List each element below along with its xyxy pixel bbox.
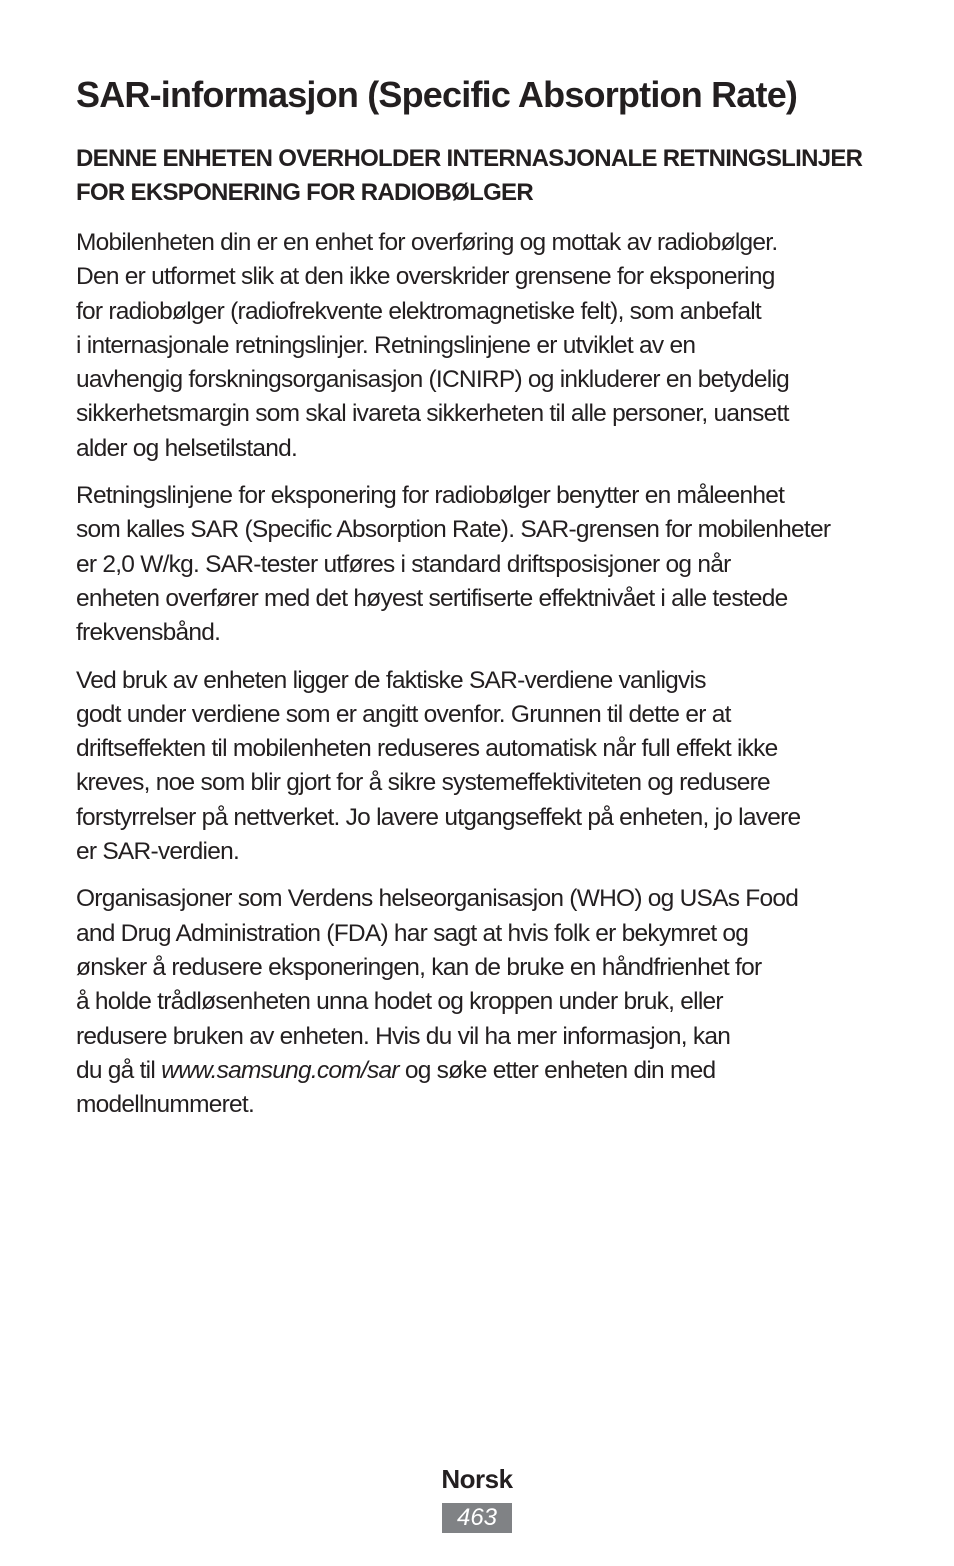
- page-number-badge: 463: [442, 1503, 512, 1533]
- page-footer: [0, 1463, 954, 1533]
- paragraph-1: Mobilenheten din er en enhet for overføring og mottak av radiobølger. Den er utformet slik at den ikke overskrider grensene for eksponering for radiobølger (radiofrekvente elektromagnetiske felt), som anbefalt i internasjonale retningslinjer. Retningslinjene er utviklet av en uavhengig forskningsorganisasjon (ICNIRP) og inkluderer en betydelig sikkerhetsmargin som skal ivareta sikkerheten til alle personer, uansett alder og helsetilstand.: [76, 229, 790, 462]
- paragraph-4-text-before-link: Organisasjoner som Verdens helseorganisasjon (WHO) og USAs Food and Drug Administration (FDA) har sagt at hvis folk er bekymret og ønsker å redusere eksponeringen, kan de bruke en håndfrienhet for å holde trådløsenheten unna hodet og kroppen under bruk, eller redusere bruken av enheten. Hvis du vil ha mer informasjon, kan du gå til: [76, 885, 799, 1084]
- page-title: SAR-informasjon (Specific Absorption Rate): [76, 74, 798, 115]
- samsung-sar-link[interactable]: www.samsung.com/sar: [161, 1056, 399, 1084]
- footer-language-label: Norsk: [441, 1464, 513, 1494]
- paragraph-2: Retningslinjene for eksponering for radiobølger benytter en måleenhet som kalles SAR (Specific Absorption Rate). SAR-grensen for mobilenheter er 2,0 W/kg. SAR-tester utføres i standard driftsposisjoner og når enheten overfører med det høyest sertifiserte effektnivået i alle testede frekvensbånd.: [76, 482, 831, 647]
- paragraph-3: Ved bruk av enheten ligger de faktiske SAR-verdiene vanligvis godt under verdiene som er angitt ovenfor. Grunnen til dette er at driftseffekten til mobilenheten reduseres automatisk når full effekt ikke kreves, noe som blir gjort for å sikre systemeffektiviteten og redusere forstyrrelser på nettverket. Jo lavere utgangseffekt på enheten, jo lavere er SAR-verdien.: [76, 666, 801, 866]
- document-page: [76, 72, 886, 1122]
- paragraph-4: [76, 882, 886, 1122]
- section-heading: DENNE ENHETEN OVERHOLDER INTERNASJONALE RETNINGSLINJER FOR EKSPONERING FOR RADIOBØLGER: [76, 145, 863, 206]
- paragraph-4-text-after-link: og søke etter enheten din med modellnummeret.: [76, 1056, 716, 1119]
